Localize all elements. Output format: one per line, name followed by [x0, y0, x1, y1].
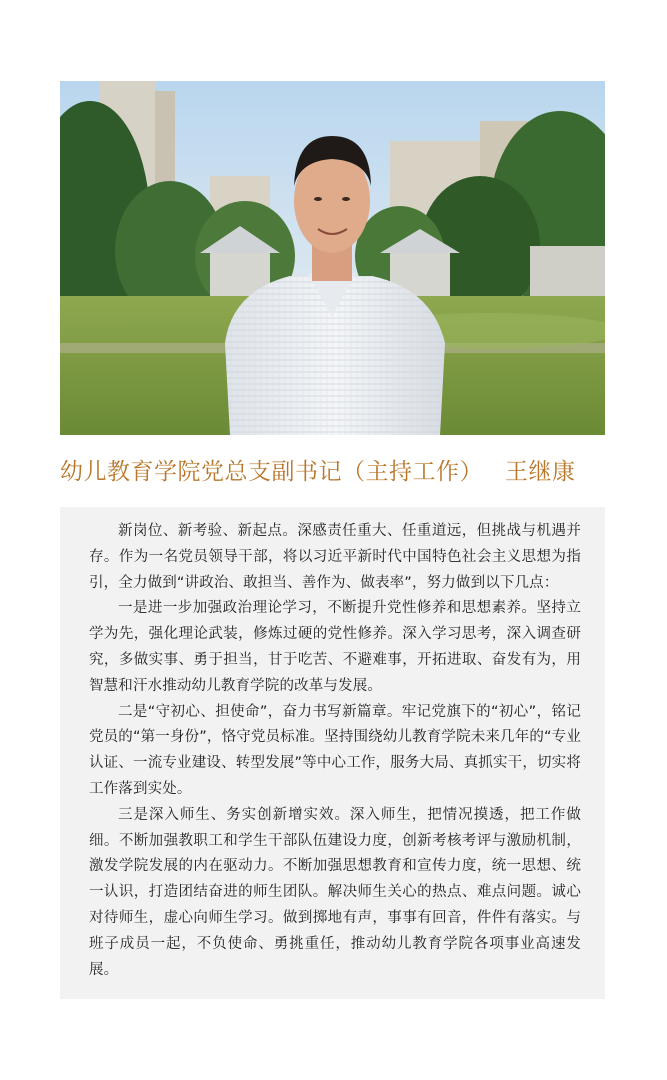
article-paragraph: 新岗位、新考验、新起点。深感责任重大、任重道远，但挑战与机遇并存。作为一名党员领导干部，将以习近平新时代中国特色社会主义思想为指引，全力做到“讲政治、敢担当、善作为、做表率”，努力做到以下几点： — [89, 523, 581, 591]
portrait-photo — [60, 81, 605, 435]
page-title — [60, 452, 620, 492]
article-paragraph: 三是深入师生、务实创新增实效。深入师生，把情况摸透，把工作做细。不断加强教职工和学生干部队伍建设力度，创新考核考评与激励机制，激发学院发展的内在驱动力。不断加强思想教育和宣传力度，统一思想、统一认识，打造团结奋进的师生团队。解决师生关心的热点、难点问题。诚心对待师生，虚心向师生学习。做到掷地有声，事事有回音，件件有落实。与班子成员一起，不负使命、勇挑重任，推动幼儿教育学院各项事业高速发展。 — [89, 806, 581, 978]
title-name: 王继康 — [505, 459, 576, 485]
article-paragraph: 一是进一步加强政治理论学习，不断提升党性修养和思想素养。坚持立学为先，强化理论武装，修炼过硬的党性修养。深入学习思考，深入调查研究，多做实事、勇于担当，甘于吃苦、不避难事，开拓进取、奋发有为，用智慧和汗水推动幼儿教育学院的改革与发展。 — [89, 600, 581, 694]
article-text-box — [60, 507, 605, 999]
title-position: 幼儿教育学院党总支副书记（主持工作） — [60, 459, 483, 485]
article-paragraph: 二是“守初心、担使命”，奋力书写新篇章。牢记党旗下的“初心”，铭记党员的“第一身份”，恪守党员标准。坚持围绕幼儿教育学院未来几年的“专业认证、一流专业建设、转型发展”等中心工作，服务大局、真抓实干，切实将工作落到实处。 — [89, 703, 581, 797]
